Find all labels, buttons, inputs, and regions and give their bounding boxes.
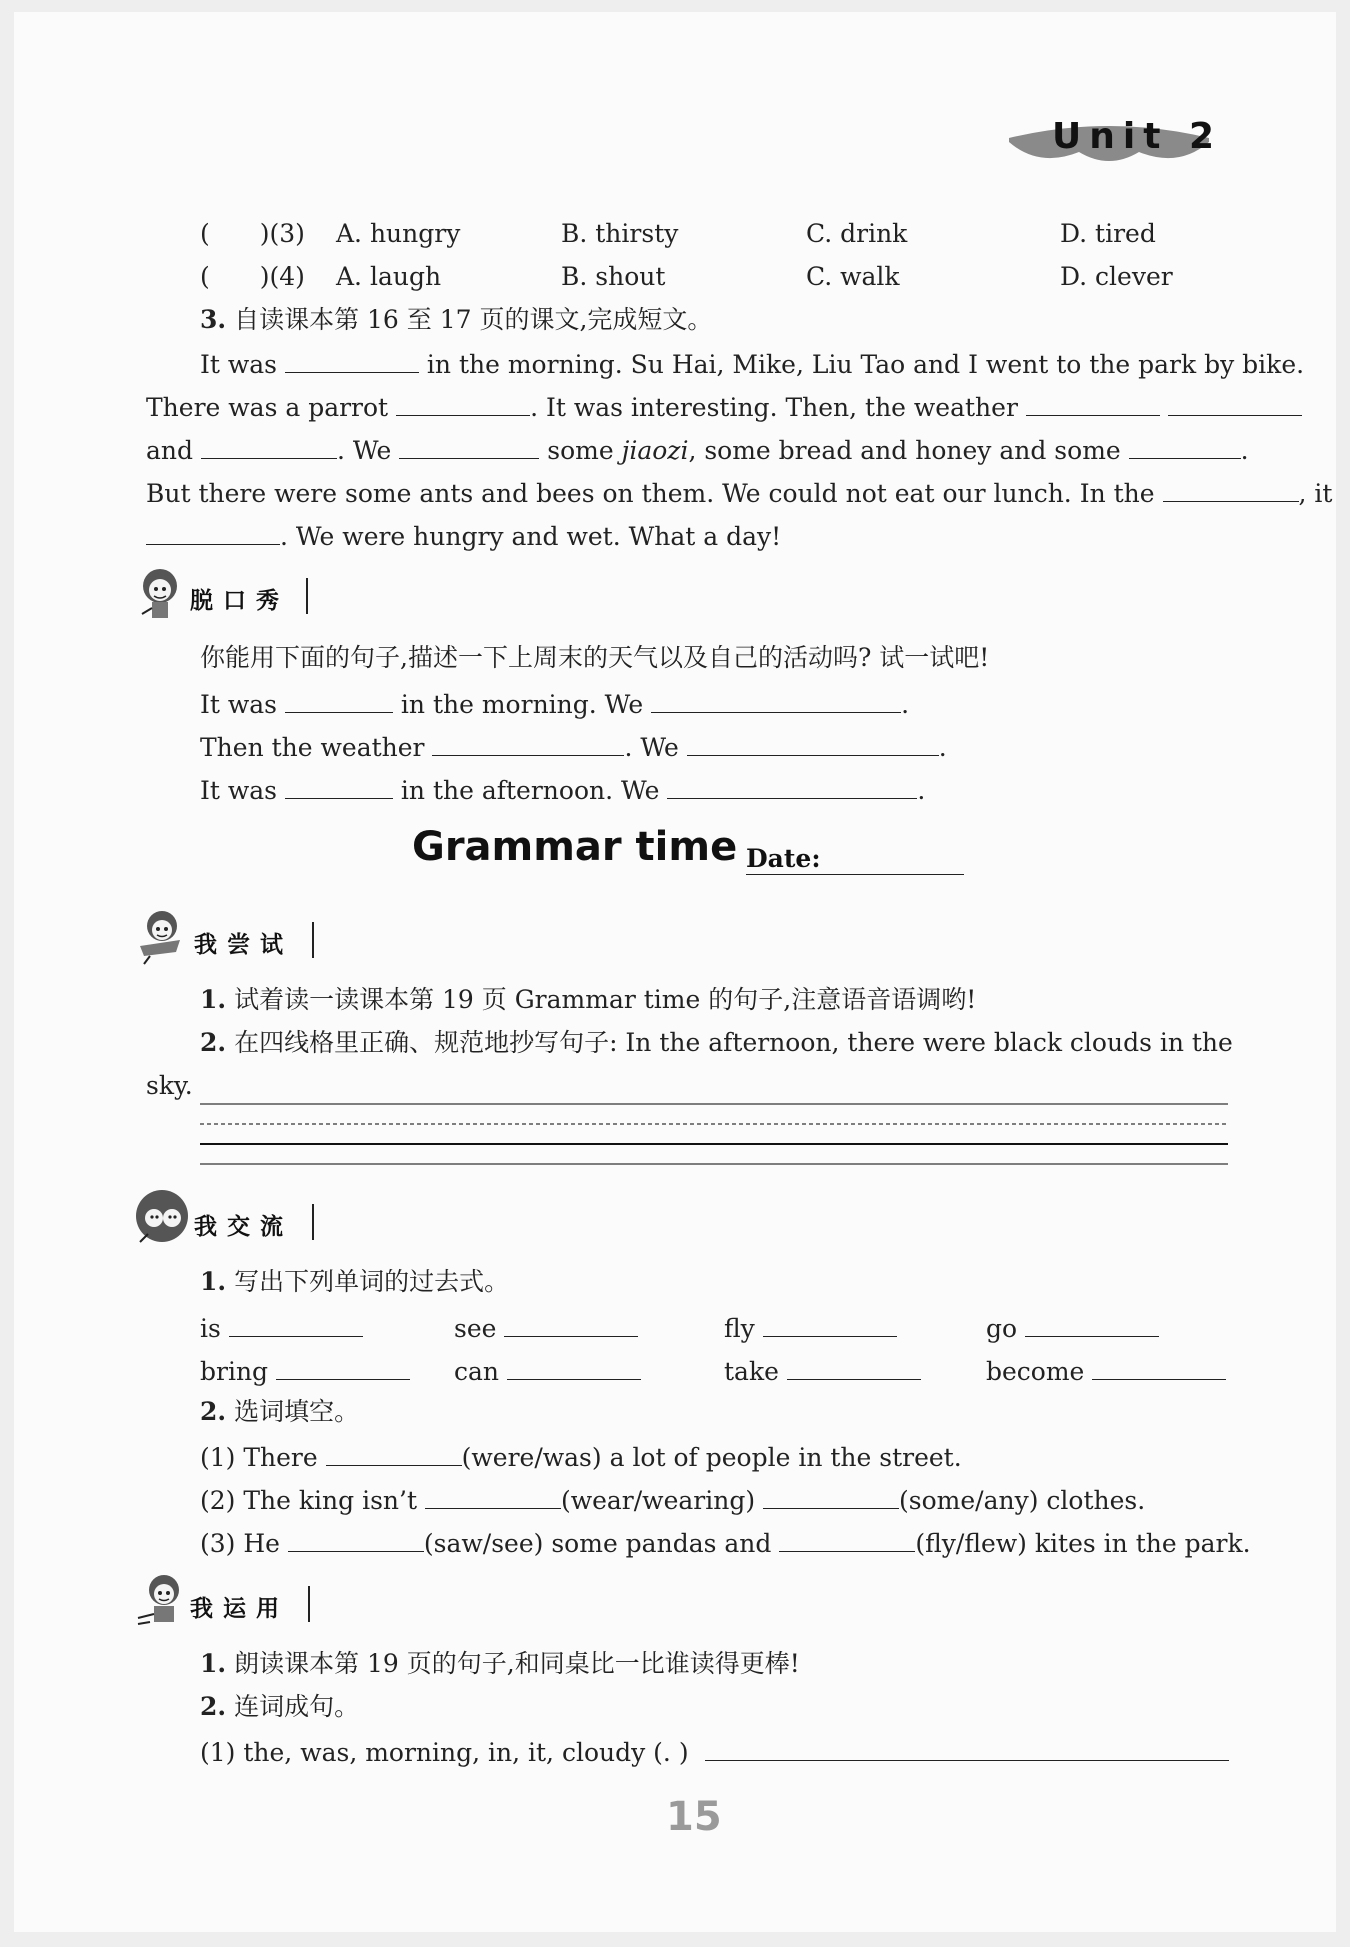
question-number: 1. <box>200 1649 227 1678</box>
blank-field[interactable] <box>285 346 419 373</box>
blank-field[interactable] <box>1092 1353 1226 1380</box>
choice-3-a: A. hungry <box>336 219 461 248</box>
blank-field[interactable] <box>651 686 901 713</box>
try-question-1 <box>200 984 976 1016</box>
blank-field[interactable] <box>1168 389 1302 416</box>
page-number: 15 <box>666 1794 722 1840</box>
cartoon-girl-icon <box>132 1570 192 1630</box>
reading-line-3 <box>146 432 1249 467</box>
blank-field[interactable] <box>399 432 539 459</box>
section-header-talk-show <box>132 564 352 624</box>
word-label: become <box>986 1357 1085 1386</box>
blank-field[interactable] <box>229 1310 363 1337</box>
word-item <box>724 1353 921 1388</box>
workbook-page <box>14 12 1336 1932</box>
blank-field[interactable] <box>201 432 337 459</box>
blank-field[interactable] <box>1025 1310 1159 1337</box>
choice-4-c: C. walk <box>806 262 900 291</box>
word-label: go <box>986 1314 1018 1343</box>
text: in the afternoon. We <box>400 776 660 805</box>
date-field[interactable] <box>746 874 964 875</box>
choice-4-b: B. shout <box>561 262 666 291</box>
text: . <box>917 776 926 805</box>
section-divider <box>312 922 314 958</box>
question-number: 2. <box>200 1397 227 1426</box>
try-question-2 <box>200 1027 1233 1059</box>
fill-sentence-1 <box>200 1439 962 1474</box>
apply-question-1 <box>200 1648 800 1680</box>
question-text: 写出下列单词的过去式。 <box>234 1267 510 1296</box>
blank-field[interactable] <box>504 1310 638 1337</box>
blank-field[interactable] <box>1129 432 1241 459</box>
word-label: bring <box>200 1357 269 1386</box>
choice-3-d: D. tired <box>1060 219 1156 248</box>
text: Then the weather <box>200 733 425 762</box>
word-item <box>454 1310 638 1345</box>
text: . <box>938 733 947 762</box>
reading-line-2 <box>146 389 1302 424</box>
word-label: fly <box>724 1314 755 1343</box>
talk-row-3 <box>200 772 925 807</box>
blank-field[interactable] <box>667 772 917 799</box>
blank-field[interactable] <box>787 1353 921 1380</box>
section-header-communicate <box>132 1188 352 1248</box>
text: in the morning. Su Hai, Mike, Liu Tao and I went to the park by bike. <box>426 350 1305 379</box>
section-label: 脱口秀 <box>190 588 289 614</box>
fill-sentence-2 <box>200 1482 1145 1517</box>
question-number: 3. <box>200 305 227 334</box>
fill-sentence-3 <box>200 1525 1251 1560</box>
text: (were/was) a lot of people in the street. <box>461 1443 962 1472</box>
blank-field[interactable] <box>285 772 393 799</box>
date-label: Date: <box>746 844 821 873</box>
talk-row-2 <box>200 729 947 764</box>
text: . <box>1240 436 1249 465</box>
blank-field[interactable] <box>779 1525 915 1552</box>
word-label: take <box>724 1357 779 1386</box>
section-divider <box>306 578 308 614</box>
question-number: 2. <box>200 1028 227 1057</box>
cartoon-kids-icon <box>132 1188 192 1248</box>
section-label: 我尝试 <box>194 932 293 958</box>
text: (some/any) clothes. <box>899 1486 1146 1515</box>
text: . We were hungry and wet. What a day! <box>280 522 782 551</box>
text: (1) the, was, morning, in, it, cloudy (. ) <box>200 1738 689 1767</box>
talk-row-1 <box>200 686 909 721</box>
blank-field[interactable] <box>146 518 280 545</box>
blank-field[interactable] <box>432 729 624 756</box>
reading-line-1 <box>200 346 1304 381</box>
word-item <box>200 1353 410 1388</box>
text: (2) The king isn’t <box>200 1486 417 1515</box>
question-text: 自读课本第 16 至 17 页的课文,完成短文。 <box>234 305 713 334</box>
cartoon-girl-icon <box>132 564 188 624</box>
text: It was <box>200 776 278 805</box>
question-text: 选词填空。 <box>234 1397 360 1426</box>
section-label: 我运用 <box>190 1596 289 1622</box>
choice-3-b: B. thirsty <box>561 219 679 248</box>
reading-line-4 <box>146 475 1332 510</box>
word-item <box>986 1353 1226 1388</box>
grammar-time-title: Grammar time <box>412 824 738 870</box>
cartoon-girl-icon <box>132 906 188 966</box>
text: , some bread and honey and some <box>688 436 1121 465</box>
section-header-apply <box>132 1570 352 1630</box>
text: and <box>146 436 194 465</box>
text: (saw/see) some pandas and <box>423 1529 772 1558</box>
question-text: 朗读课本第 19 页的句子,和同桌比一比谁读得更棒! <box>234 1649 800 1678</box>
blank-field[interactable] <box>1026 389 1160 416</box>
choice-4-prefix: ( )(4) <box>200 262 305 291</box>
choice-4-a: A. laugh <box>336 262 442 291</box>
blank-field[interactable] <box>507 1353 641 1380</box>
blank-field[interactable] <box>276 1353 410 1380</box>
apply-question-2 <box>200 1691 359 1723</box>
text: in the morning. We <box>400 690 644 719</box>
text: (wear/wearing) <box>560 1486 756 1515</box>
question-number: 2. <box>200 1692 227 1721</box>
section-header-try <box>132 906 352 966</box>
reading-question <box>200 304 712 336</box>
question-text: 试着读一读课本第 19 页 Grammar time 的句子,注意语音语调哟! <box>234 985 977 1014</box>
try-question-2-continued: sky. <box>146 1071 193 1100</box>
choice-3-c: C. drink <box>806 219 908 248</box>
choice-3-prefix: ( )(3) <box>200 219 305 248</box>
blank-field[interactable] <box>396 389 530 416</box>
blank-field[interactable] <box>326 1439 462 1466</box>
sentence-order-1 <box>200 1734 1229 1769</box>
text: (1) There <box>200 1443 318 1472</box>
word-label: is <box>200 1314 221 1343</box>
blank-field[interactable] <box>285 686 393 713</box>
communicate-question-2 <box>200 1396 359 1428</box>
section-label: 我交流 <box>194 1214 293 1240</box>
talk-prompt: 你能用下面的句子,描述一下上周末的天气以及自己的活动吗? 试一试吧! <box>200 643 990 672</box>
blank-field[interactable] <box>1163 475 1299 502</box>
blank-field[interactable] <box>687 729 939 756</box>
unit-label: Unit 2 <box>1052 116 1222 157</box>
reading-line-5 <box>146 518 781 553</box>
blank-field[interactable] <box>425 1482 561 1509</box>
word-item <box>724 1310 897 1345</box>
section-divider <box>308 1586 310 1622</box>
text: . We <box>336 436 392 465</box>
section-divider <box>312 1204 314 1240</box>
four-line-writing-grid[interactable] <box>200 1098 1228 1168</box>
text: But there were some ants and bees on them. We could not eat our lunch. In the <box>146 479 1155 508</box>
question-number: 1. <box>200 1267 227 1296</box>
text: (3) He <box>200 1529 280 1558</box>
word-label: see <box>454 1314 497 1343</box>
question-number: 1. <box>200 985 227 1014</box>
text: (fly/flew) kites in the park. <box>915 1529 1251 1558</box>
text: . It was interesting. Then, the weather <box>530 393 1018 422</box>
word-item <box>454 1353 641 1388</box>
text: . <box>901 690 910 719</box>
text: . We <box>624 733 679 762</box>
text: , it <box>1298 479 1333 508</box>
question-text: 连词成句。 <box>234 1692 360 1721</box>
text: some <box>547 436 614 465</box>
answer-line[interactable] <box>705 1734 1229 1761</box>
word-item <box>200 1310 363 1345</box>
question-text: 在四线格里正确、规范地抄写句子: In the afternoon, there were black clouds in the <box>234 1028 1233 1057</box>
blank-field[interactable] <box>763 1310 897 1337</box>
blank-field[interactable] <box>288 1525 424 1552</box>
text: It was <box>200 350 278 379</box>
word-item <box>986 1310 1159 1345</box>
text: It was <box>200 690 278 719</box>
choice-4-d: D. clever <box>1060 262 1173 291</box>
text-italic: jiaozi <box>621 436 689 465</box>
word-label: can <box>454 1357 500 1386</box>
blank-field[interactable] <box>763 1482 899 1509</box>
text: There was a parrot <box>146 393 389 422</box>
communicate-question-1 <box>200 1266 509 1298</box>
